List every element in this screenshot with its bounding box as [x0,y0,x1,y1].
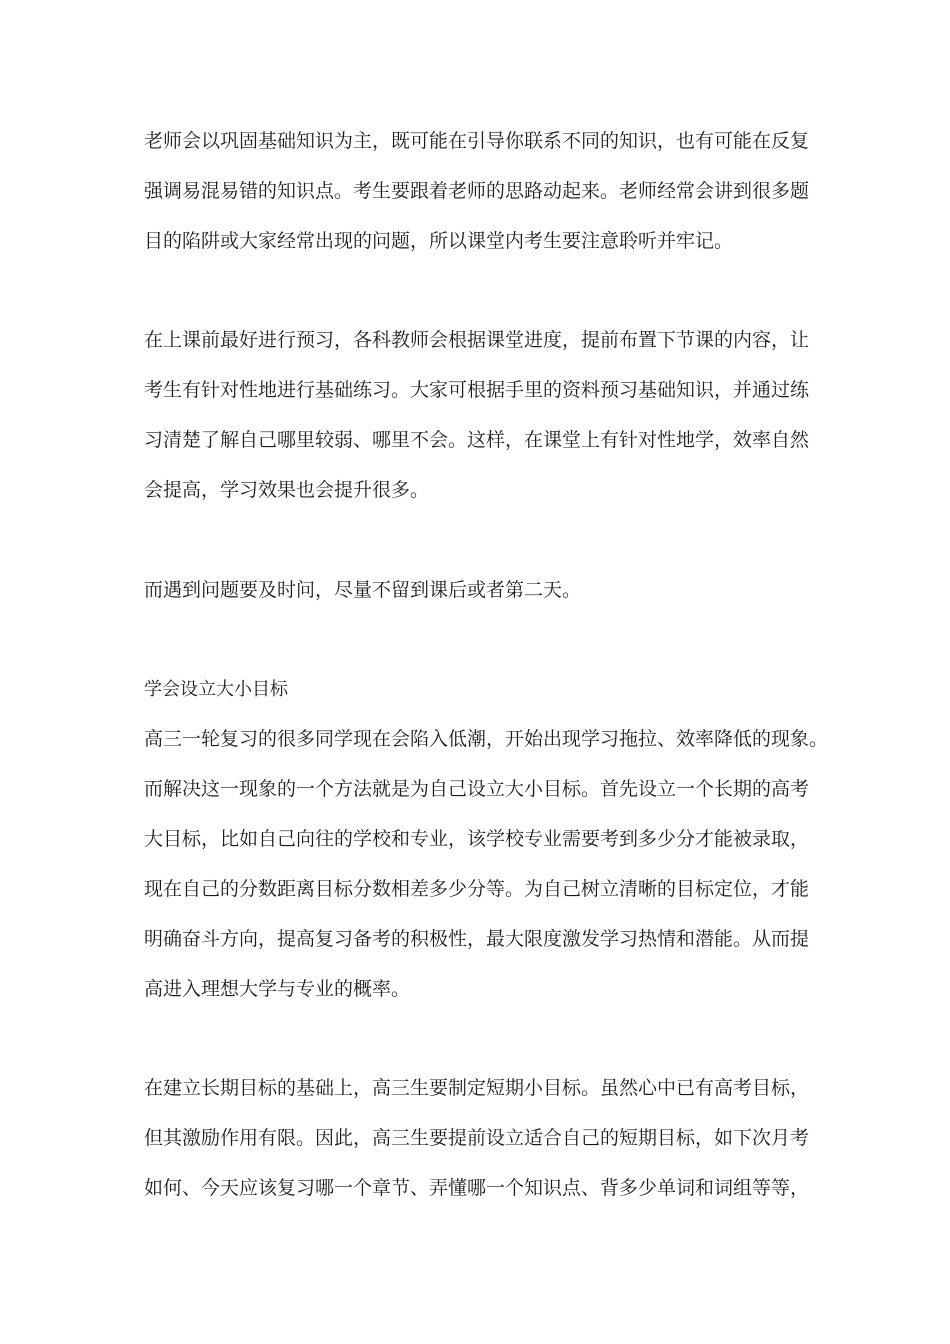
paragraph-5-line-3: 如何、今天应该复习哪一个章节、弄懂哪一个知识点、背多少单词和词组等等， [144,1177,810,1199]
paragraph-2-line-2: 考生有针对性地进行基础练习。大家可根据手里的资料预习基础知识，并通过练 [144,379,810,401]
paragraph-4-line-6: 高进入理想大学与专业的概率。 [144,978,411,1000]
paragraph-4-line-5: 明确奋斗方向，提高复习备考的积极性，最大限度激发学习热情和潜能。从而提 [144,928,810,950]
paragraph-2-line-4: 会提高，学习效果也会提升很多。 [144,479,430,501]
paragraph-4-line-3: 大目标，比如自己向往的学校和专业，该学校专业需要考到多少分才能被录取， [144,828,810,850]
paragraph-2-line-3: 习清楚了解自己哪里较弱、哪里不会。这样，在课堂上有针对性地学，效率自然 [144,429,810,451]
paragraph-1-line-3: 目的陷阱或大家经常出现的问题，所以课堂内考生要注意聆听并牢记。 [144,230,734,252]
section-heading: 学会设立大小目标 [144,679,288,700]
paragraph-4-line-2: 而解决这一现象的一个方法就是为自己设立大小目标。首先设立一个长期的高考 [144,778,810,800]
paragraph-5-line-2: 但其激励作用有限。因此，高三生要提前设立适合自己的短期目标，如下次月考 [144,1127,810,1149]
paragraph-3-line-1: 而遇到问题要及时问，尽量不留到课后或者第二天。 [144,579,582,601]
paragraph-1-line-2: 强调易混易错的知识点。考生要跟着老师的思路动起来。老师经常会讲到很多题 [144,180,810,202]
paragraph-2-line-1: 在上课前最好进行预习，各科教师会根据课堂进度，提前布置下节课的内容，让 [144,329,810,351]
paragraph-1-line-1: 老师会以巩固基础知识为主，既可能在引导你联系不同的知识，也有可能在反复 [144,130,810,152]
paragraph-4-line-1: 高三一轮复习的很多同学现在会陷入低潮，开始出现学习拖拉、效率降低的现象。 [144,728,829,750]
paragraph-5-line-1: 在建立长期目标的基础上，高三生要制定短期小目标。虽然心中已有高考目标， [144,1077,810,1099]
paragraph-4-line-4: 现在自己的分数距离目标分数相差多少分等。为自己树立清晰的目标定位，才能 [144,878,810,900]
